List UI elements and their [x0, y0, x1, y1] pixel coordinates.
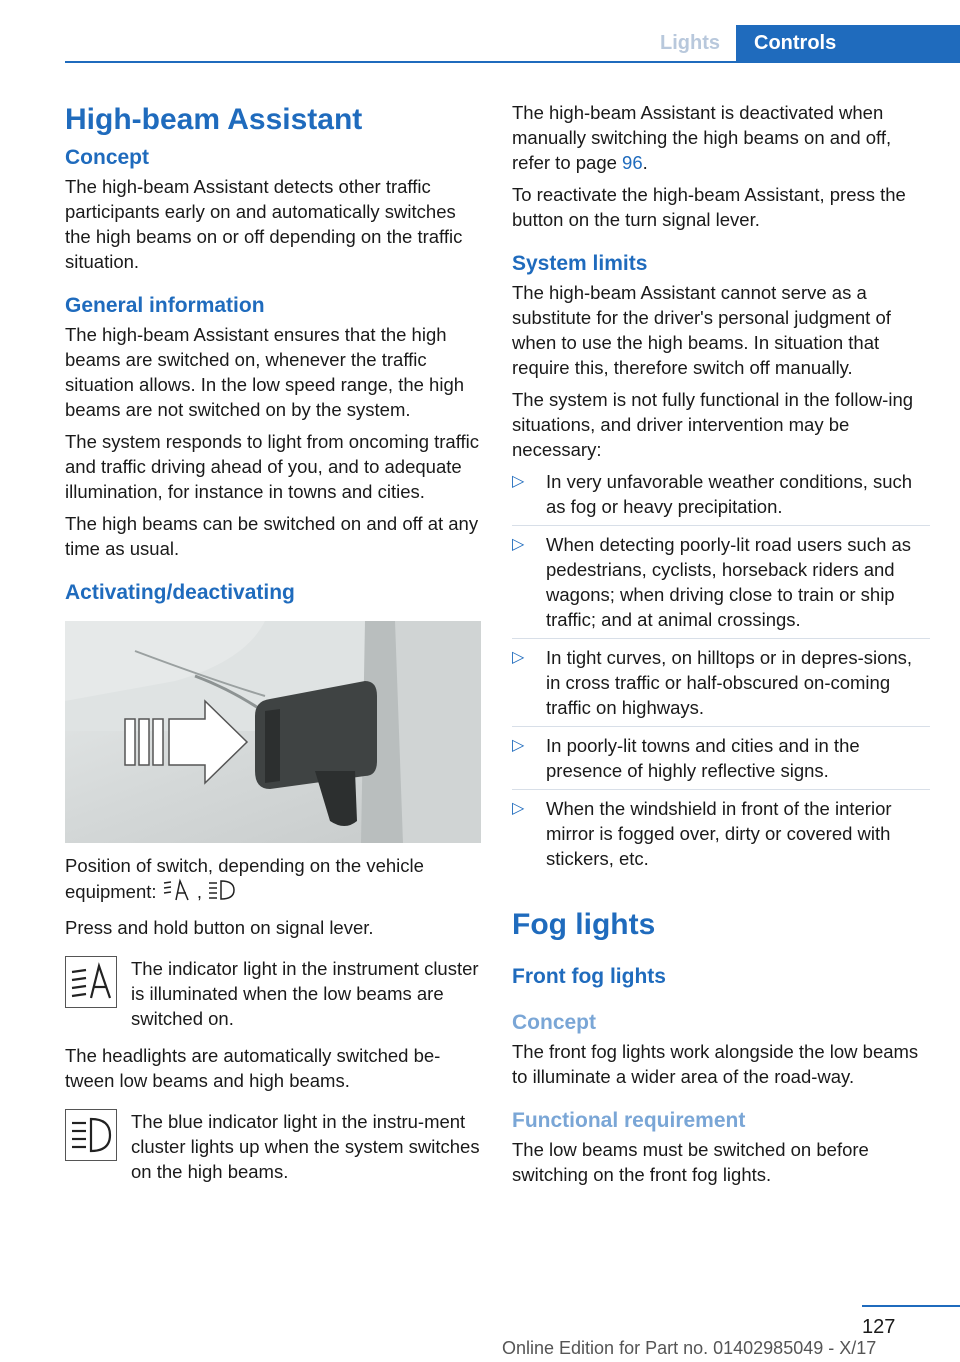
signal-lever-illustration	[65, 621, 481, 843]
list-item: ▷ In tight curves, on hilltops or in depres-sions, in cross traffic or half-obscured on-coming traffic on highways.	[512, 645, 930, 727]
header-tabs	[644, 25, 960, 61]
functional-requirement-text: The low beams must be switched on before switching on the front fog lights.	[512, 1139, 869, 1185]
functional-requirement-heading: Functional requirement	[512, 1109, 746, 1132]
list-item: ▷ When detecting poorly-lit road users such as pedestrians, cyclists, horseback riders and wagons; when driving close to train or ship traffic; and at animal crossings.	[512, 532, 930, 639]
general-paragraph-2: The system responds to light from oncoming traffic and traffic driving ahead of you, and to adequate illumination, for instance in towns and cities.	[65, 431, 480, 502]
deactivation-text-b: .	[642, 152, 648, 173]
fog-concept-heading: Concept	[512, 1011, 596, 1034]
system-limits-paragraph-2: The system is not fully functional in the follow-ing situations, and driver intervention may be necessary:	[512, 389, 914, 460]
switch-position-label: Position of switch, depending on the vehicle equipment:	[65, 855, 424, 902]
list-item: ▷ In very unfavorable weather conditions, such as fog or heavy precipitation.	[512, 469, 930, 526]
page-title: High-beam Assistant	[65, 103, 363, 136]
bullet-triangle-icon: ▷	[512, 536, 525, 553]
fog-concept-text: The front fog lights work alongside the low beams to illuminate a wider area of the road-way.	[512, 1041, 919, 1087]
footer-rule	[862, 1305, 960, 1307]
system-limits-paragraph-1: The high-beam Assistant cannot serve as a substitute for the driver's personal judgment of when to use the high beams. In situation that require this, therefore switch off manually.	[512, 282, 891, 378]
list-item: ▷ In poorly-lit towns and cities and in the presence of highly reflective signs.	[512, 733, 930, 790]
general-information-heading: General information	[65, 294, 265, 317]
indicator-low-beam-text: The indicator light in the instrument cluster is illuminated when the low beams are switched on.	[131, 958, 479, 1029]
reactivate-text: To reactivate the high-beam Assistant, press the button on the turn signal lever.	[512, 184, 906, 230]
indicator-high-beam-text: The blue indicator light in the instru-ment cluster lights up when the system switches on the high beams.	[131, 1111, 480, 1182]
header-rule	[65, 61, 960, 63]
page-number: 127	[862, 1316, 896, 1338]
switch-position-text	[65, 853, 483, 908]
high-beam-assistant-icon	[162, 878, 192, 908]
indicator-low-beam-row	[65, 956, 483, 1031]
bullet-triangle-icon: ▷	[512, 649, 525, 666]
switch-position-separator: ,	[196, 880, 202, 902]
front-fog-lights-heading: Front fog lights	[512, 965, 666, 988]
list-item: ▷ When the windshield in front of the interior mirror is fogged over, dirty or covered with stickers, etc.	[512, 798, 892, 869]
concept-heading: Concept	[65, 146, 149, 169]
bullet-triangle-icon: ▷	[512, 473, 525, 490]
activating-heading: Activating/deactivating	[65, 581, 295, 604]
press-hold-text: Press and hold button on signal lever.	[65, 917, 374, 938]
auto-switch-text: The headlights are automatically switched be-tween low beams and high beams.	[65, 1045, 441, 1091]
right-column	[512, 100, 930, 1194]
bullet-triangle-icon: ▷	[512, 800, 525, 817]
edition-footer: Online Edition for Part no. 01402985049 - X/17	[502, 1338, 877, 1358]
concept-text: The high-beam Assistant detects other traffic participants early on and automatically switches the high beams on or off depending on the traffic situation.	[65, 176, 463, 272]
fog-lights-heading: Fog lights	[512, 908, 656, 941]
high-beam-assistant-indicator-icon	[65, 956, 117, 1008]
high-beam-indicator-icon	[65, 1109, 117, 1161]
tab-lights[interactable]: Lights	[644, 25, 736, 61]
deactivation-text	[512, 100, 930, 175]
general-paragraph-3: The high beams can be switched on and off at any time as usual.	[65, 513, 479, 559]
system-limits-heading: System limits	[512, 252, 648, 275]
high-beam-icon	[207, 878, 237, 908]
system-limits-list	[512, 469, 930, 877]
general-paragraph-1: The high-beam Assistant ensures that the high beams are switched on, whenever the traffic situation allows. In the low speed range, the high beams are not switched on by the system.	[65, 324, 465, 420]
bullet-triangle-icon: ▷	[512, 737, 525, 754]
tab-controls[interactable]: Controls	[736, 25, 960, 61]
page-96-link[interactable]: 96	[622, 152, 643, 173]
indicator-high-beam-row	[65, 1109, 483, 1184]
deactivation-text-a: The high-beam Assistant is deactivated when manually switching the high beams on and off, refer to page	[512, 102, 892, 173]
left-column	[65, 100, 483, 1196]
signal-lever-illustration-svg	[65, 621, 481, 843]
